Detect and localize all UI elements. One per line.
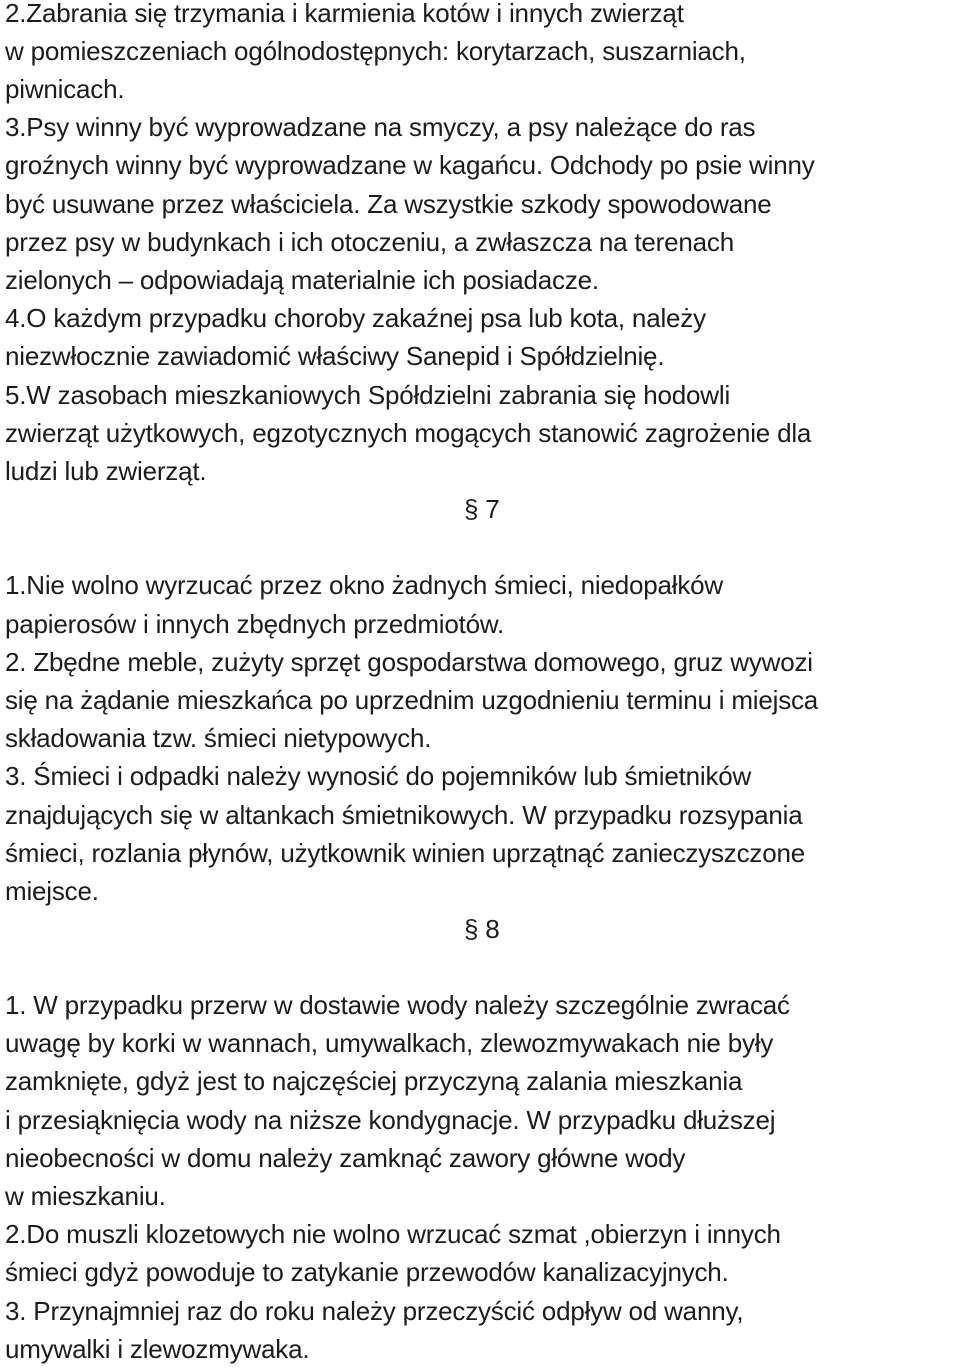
text-line: niezwłocznie zawiadomić właściwy Sanepid i Spółdzielnię. <box>5 341 665 371</box>
text-line: zamknięte, gdyż jest to najczęściej przyczyną zalania mieszkania <box>5 1066 743 1096</box>
text-line: składowania tzw. śmieci nietypowych. <box>5 723 432 753</box>
text-line: w mieszkaniu. <box>5 1181 166 1211</box>
text-line: piwnicach. <box>5 74 125 104</box>
text-line: i przesiąknięcia wody na niższe kondygnacje. W przypadku dłuższej <box>5 1105 776 1135</box>
text-line: 3. Przynajmniej raz do roku należy przeczyścić odpływ od wanny, <box>5 1296 744 1326</box>
text-line: przez psy w budynkach i ich otoczeniu, a zwłaszcza na terenach <box>5 227 734 257</box>
text-line: papierosów i innych zbędnych przedmiotów. <box>5 609 505 639</box>
text-line: 3. Śmieci i odpadki należy wynosić do pojemników lub śmietników <box>5 761 752 791</box>
text-line: śmieci, rozlania płynów, użytkownik winien uprzątnąć zanieczyszczone <box>5 838 805 868</box>
text-line: nieobecności w domu należy zamknąć zawory główne wody <box>5 1143 686 1173</box>
text-line: ludzi lub zwierząt. <box>5 456 207 486</box>
text-line: 2. Zbędne meble, zużyty sprzęt gospodarstwa domowego, gruz wywozi <box>5 647 813 677</box>
text-line: 3.Psy winny być wyprowadzane na smyczy, a psy należące do ras <box>5 112 756 142</box>
text-line: się na żądanie mieszkańca po uprzednim uzgodnieniu terminu i miejsca <box>5 685 819 715</box>
text-line: groźnych winny być wyprowadzane w kagańcu. Odchody po psie winny <box>5 150 815 180</box>
text-line: zielonych – odpowiadają materialnie ich posiadacze. <box>5 265 599 295</box>
text-line: miejsce. <box>5 876 99 906</box>
text-line: w pomieszczeniach ogólnodostępnych: korytarzach, suszarniach, <box>5 36 746 66</box>
text-line: 1.Nie wolno wyrzucać przez okno żadnych śmieci, niedopałków <box>5 570 723 600</box>
section-heading-7: § 7 <box>464 494 500 524</box>
text-line: śmieci gdyż powoduje to zatykanie przewodów kanalizacyjnych. <box>5 1257 729 1287</box>
text-line: znajdujących się w altankach śmietnikowych. W przypadku rozsypania <box>5 800 803 830</box>
text-line: 4.O każdym przypadku choroby zakaźnej psa lub kota, należy <box>5 303 706 333</box>
text-line: umywalki i zlewozmywaka. <box>5 1334 310 1364</box>
text-line: 2.Do muszli klozetowych nie wolno wrzucać szmat ,obierzyn i innych <box>5 1219 781 1249</box>
text-line: 5.W zasobach mieszkaniowych Spółdzielni zabrania się hodowli <box>5 380 731 410</box>
text-line: 1. W przypadku przerw w dostawie wody należy szczególnie zwracać <box>5 990 790 1020</box>
text-line: 2.Zabrania się trzymania i karmienia kotów i innych zwierząt <box>5 0 684 28</box>
text-line: być usuwane przez właściciela. Za wszystkie szkody spowodowane <box>5 189 772 219</box>
text-line: uwagę by korki w wannach, umywalkach, zlewozmywakach nie były <box>5 1028 774 1058</box>
text-line: zwierząt użytkowych, egzotycznych mogących stanowić zagrożenie dla <box>5 418 812 448</box>
section-heading-8: § 8 <box>464 914 500 944</box>
